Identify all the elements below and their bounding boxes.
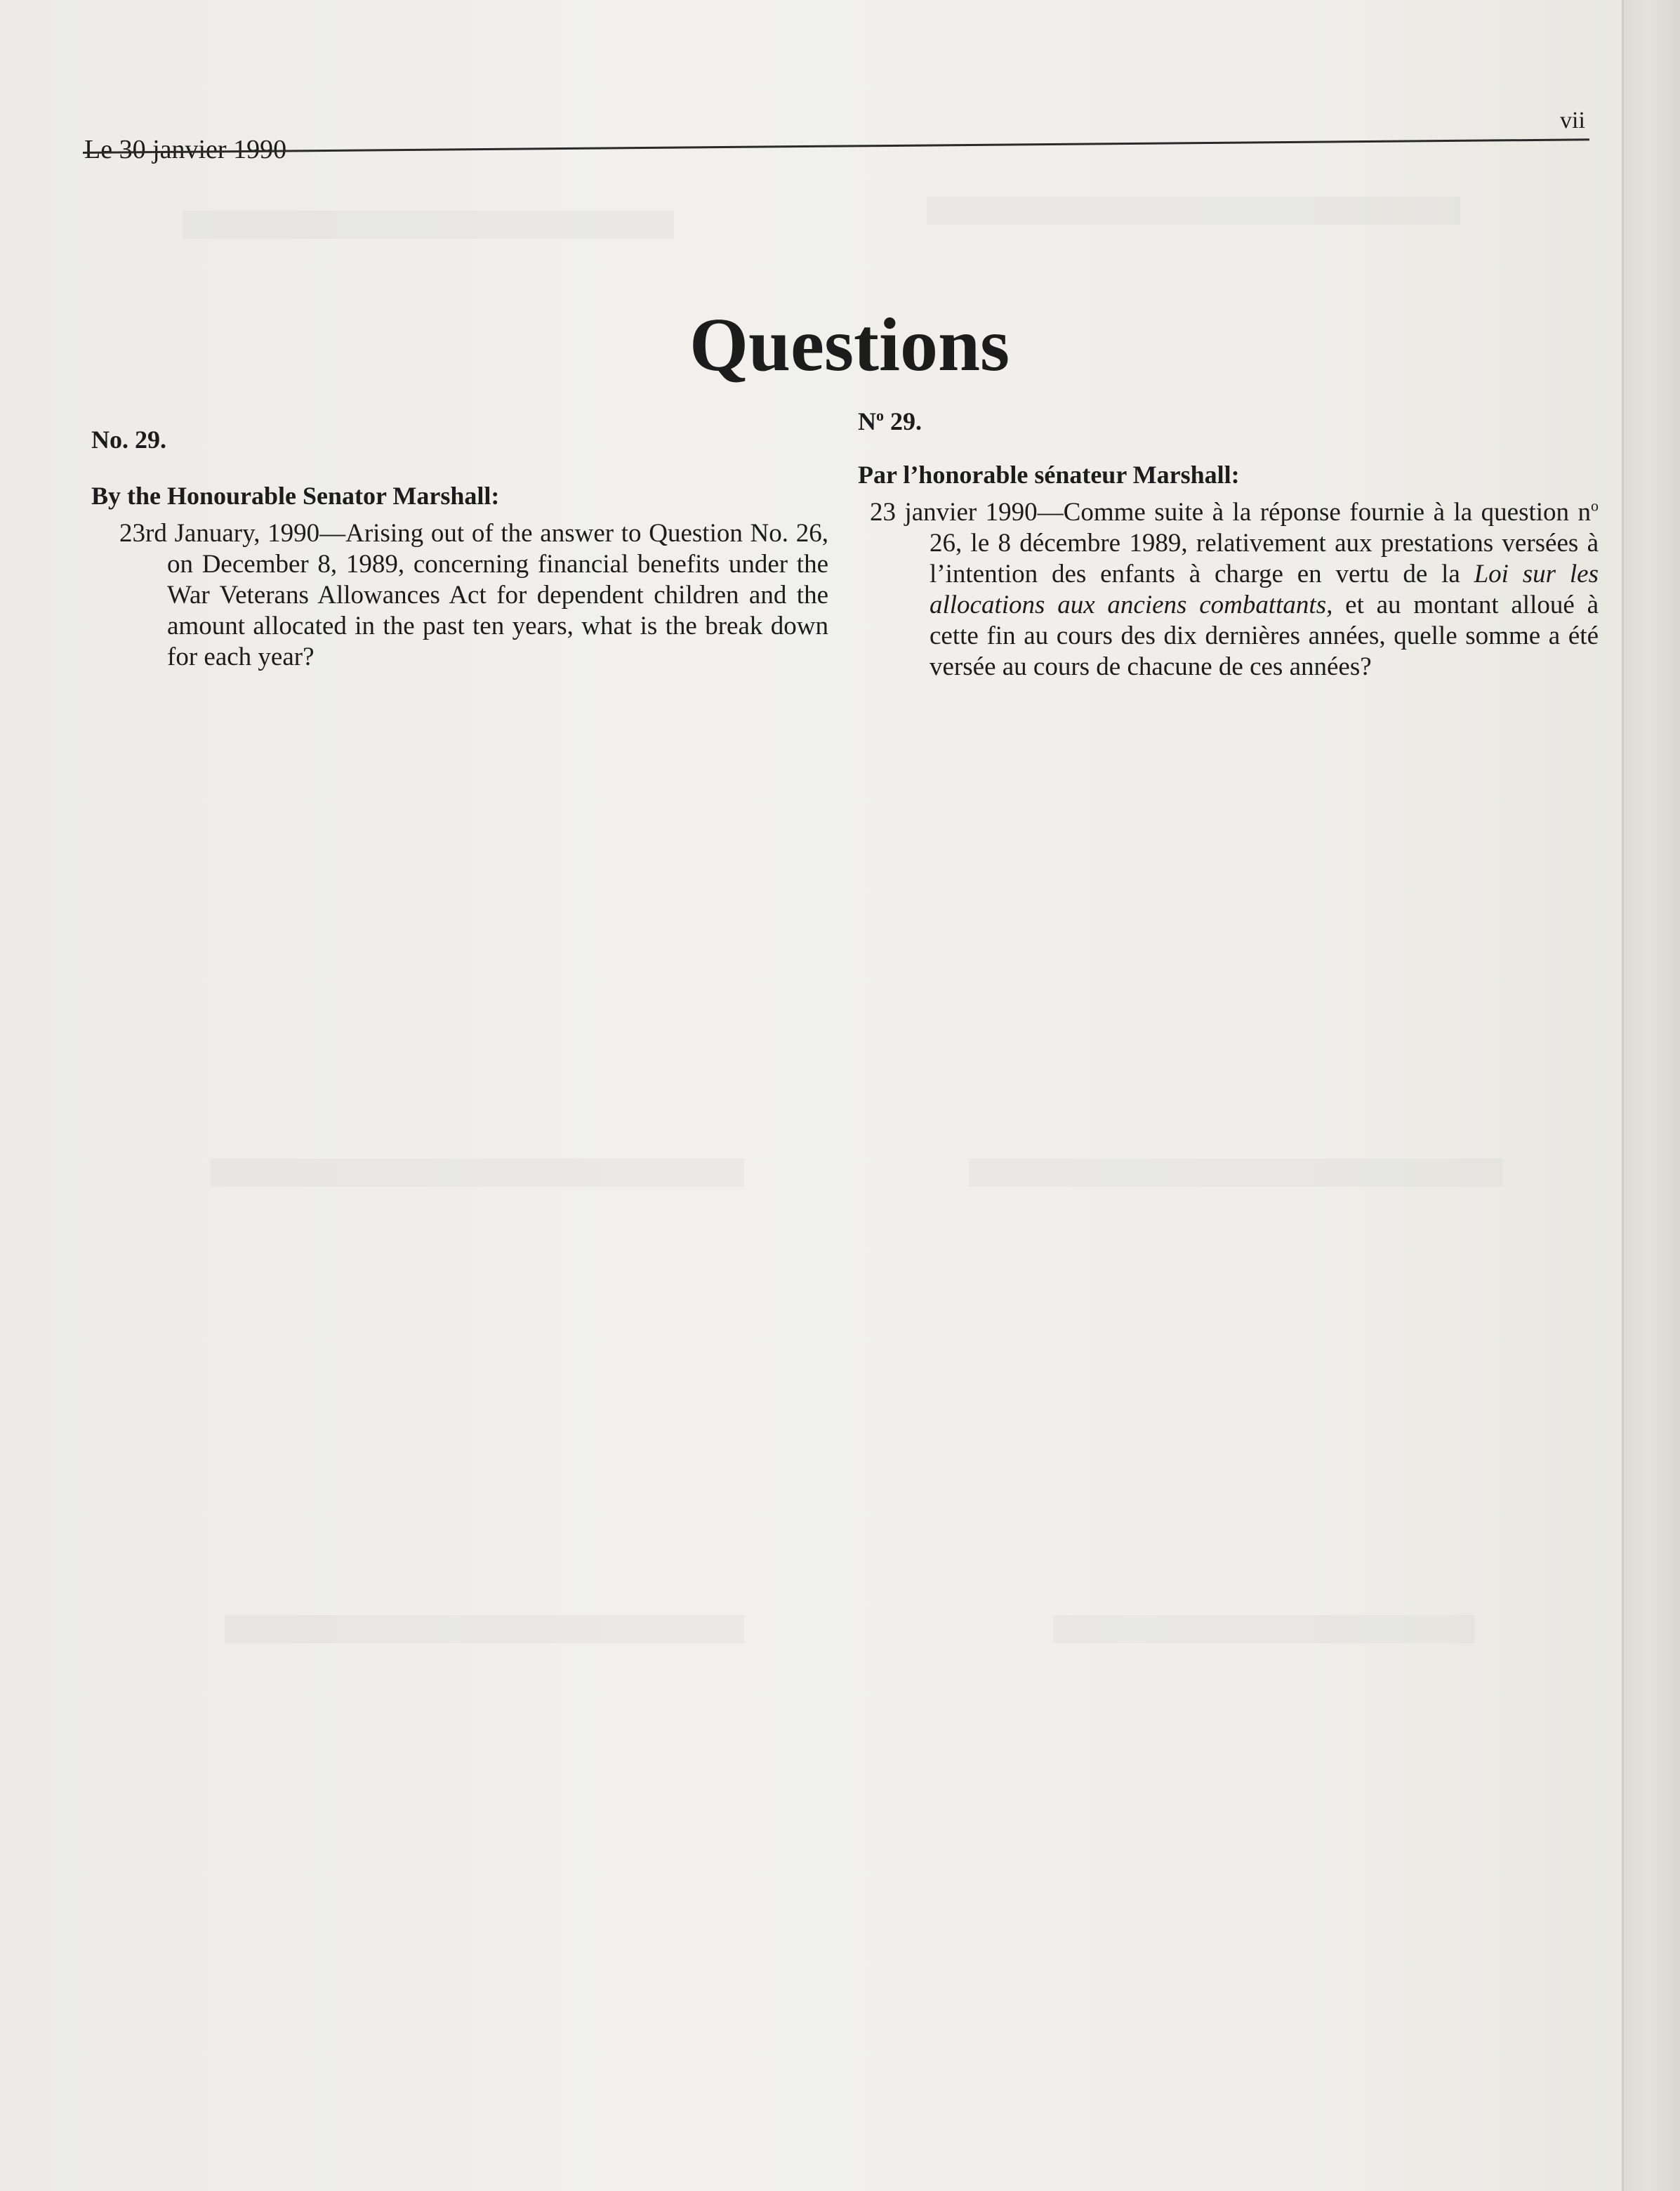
bleed-through-texture	[969, 1159, 1502, 1187]
page-number: vii	[1560, 107, 1585, 133]
page-edge	[1622, 0, 1680, 2191]
question-number: No. 29.	[91, 426, 166, 454]
bleed-through-texture	[1053, 1615, 1474, 1643]
question-text-part: et au montant alloué à cette fin au cours des dix dernières années, quelle somme a été versée au cours de chacune de ces années?	[930, 591, 1599, 681]
question-text: 23rd January, 1990—Arising out of the answer to Question No. 26, on December 8, 1989, concerning financial benefits under the War Veterans Allowances Act for dependent children and the amount allocated in the past ten years, what is the break down for each year?	[119, 519, 828, 671]
bleed-through-texture	[183, 211, 674, 239]
header-date: Le 30 janvier 1990	[84, 135, 287, 164]
act-title: Loi sur les allocations aux anciens combattants,	[930, 560, 1599, 619]
page-heading: Questions	[689, 303, 1010, 387]
question-number-prefix: N	[858, 407, 876, 435]
header-rule	[83, 138, 1589, 154]
question-number-superscript: o	[876, 407, 884, 424]
question-text	[858, 497, 1599, 683]
bleed-through-texture	[211, 1159, 744, 1187]
english-column	[91, 424, 828, 673]
question-number	[858, 406, 1599, 437]
question-text-superscript: o	[1591, 496, 1599, 515]
question-byline: Par l’honorable sénateur Marshall:	[858, 461, 1240, 489]
bleed-through-texture	[927, 197, 1460, 225]
question-number-suffix: 29.	[884, 407, 922, 435]
french-column	[858, 406, 1599, 683]
question-text-part: 26, le 8 décembre 1989, relativement aux prestations versées à l’intention des enfants à charge en vertu de la	[930, 529, 1599, 588]
question-byline: By the Honourable Senator Marshall:	[91, 482, 500, 510]
question-text-part: 23 janvier 1990—Comme suite à la réponse fournie à la question n	[870, 498, 1591, 527]
bleed-through-texture	[225, 1615, 744, 1643]
